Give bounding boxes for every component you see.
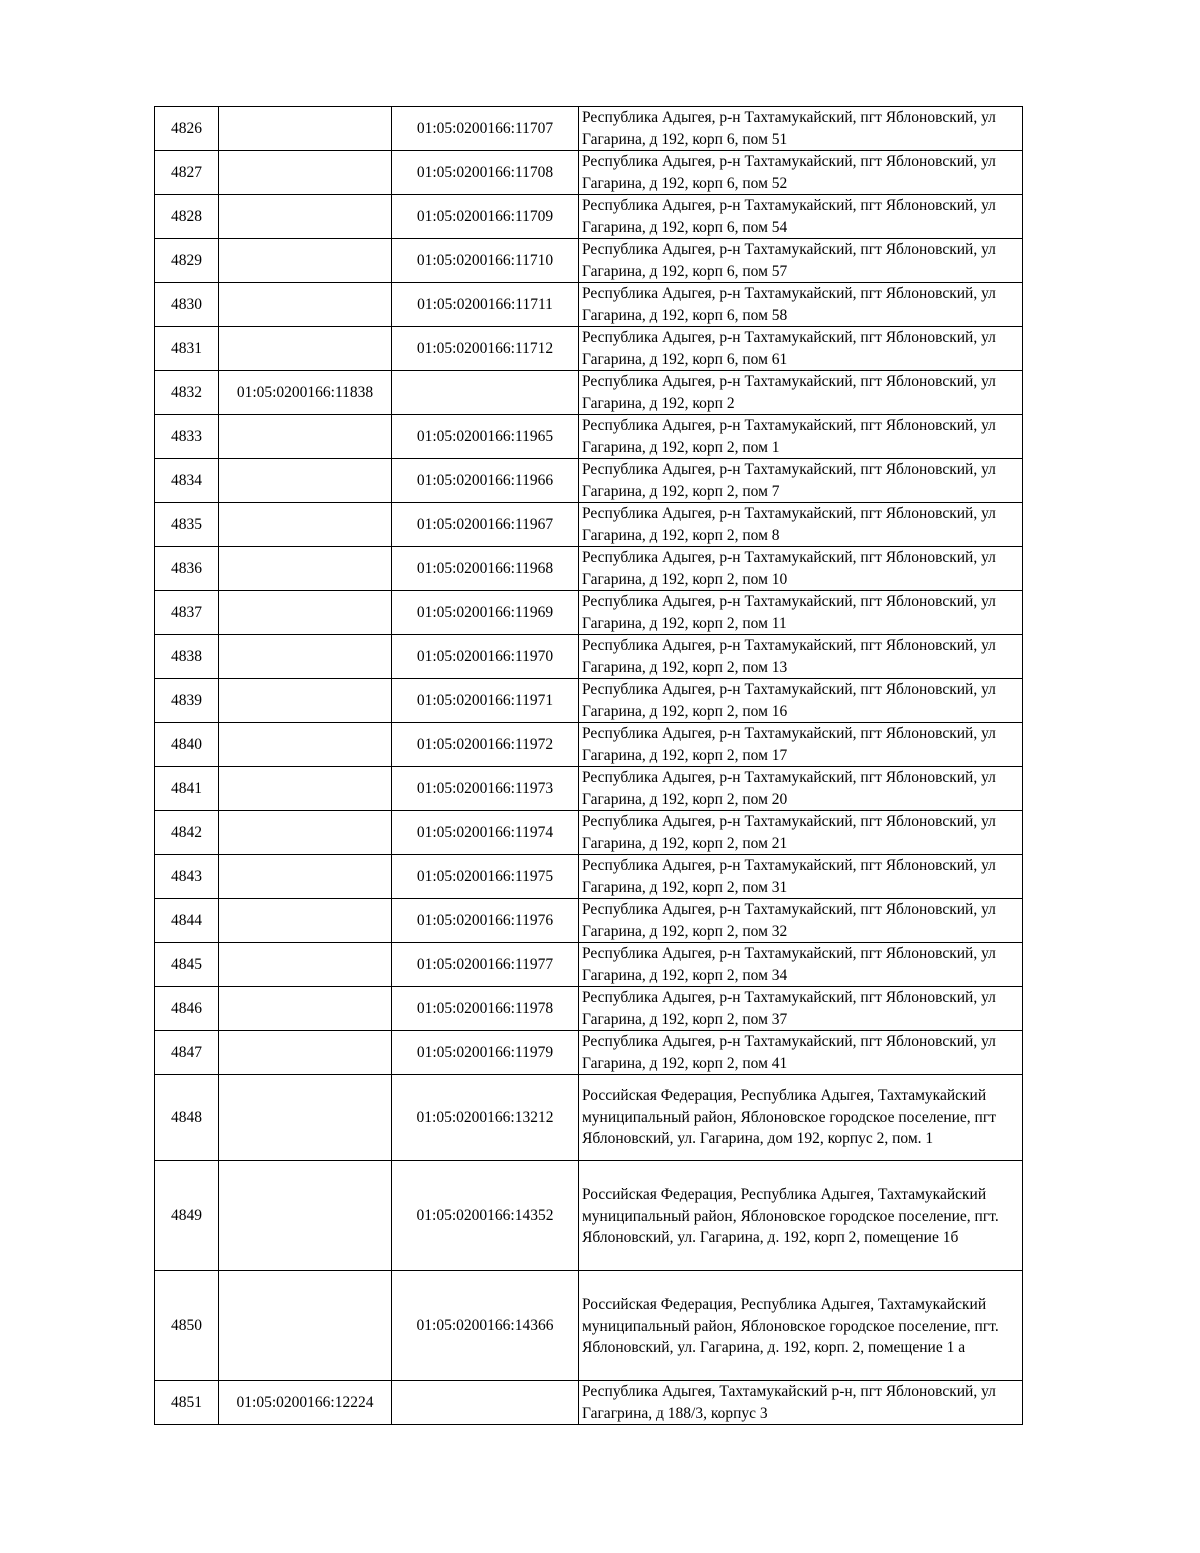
address: Республика Адыгея, р-н Тахтамукайский, пгт Яблоновский, ул Гагарина, д 192, корп 2, пом 16 bbox=[579, 679, 1023, 723]
address: Республика Адыгея, р-н Тахтамукайский, пгт Яблоновский, ул Гагарина, д 192, корп 2, пом 11 bbox=[579, 591, 1023, 635]
address: Республика Адыгея, р-н Тахтамукайский, пгт Яблоновский, ул Гагарина, д 192, корп 2, пом 13 bbox=[579, 635, 1023, 679]
address: Республика Адыгея, р-н Тахтамукайский, пгт Яблоновский, ул Гагарина, д 192, корп 2, пом 17 bbox=[579, 723, 1023, 767]
row-number: 4845 bbox=[155, 943, 219, 987]
table-row bbox=[155, 459, 1023, 503]
table-row bbox=[155, 371, 1023, 415]
row-number: 4835 bbox=[155, 503, 219, 547]
parent-cadastral-number: 01:05:0200166:11838 bbox=[219, 371, 392, 415]
parent-cadastral-number bbox=[219, 151, 392, 195]
table-row bbox=[155, 1381, 1023, 1425]
row-number: 4838 bbox=[155, 635, 219, 679]
cadastral-number: 01:05:0200166:11965 bbox=[392, 415, 579, 459]
parent-cadastral-number bbox=[219, 1271, 392, 1381]
row-number: 4842 bbox=[155, 811, 219, 855]
row-number: 4836 bbox=[155, 547, 219, 591]
parent-cadastral-number bbox=[219, 547, 392, 591]
row-number: 4837 bbox=[155, 591, 219, 635]
cadastral-number: 01:05:0200166:14366 bbox=[392, 1271, 579, 1381]
parent-cadastral-number bbox=[219, 459, 392, 503]
cadastral-number: 01:05:0200166:11969 bbox=[392, 591, 579, 635]
table-row bbox=[155, 811, 1023, 855]
table-row bbox=[155, 855, 1023, 899]
row-number: 4829 bbox=[155, 239, 219, 283]
table-row bbox=[155, 283, 1023, 327]
registry-table bbox=[154, 106, 1023, 1425]
cadastral-number: 01:05:0200166:11979 bbox=[392, 1031, 579, 1075]
address: Республика Адыгея, р-н Тахтамукайский, пгт Яблоновский, ул Гагарина, д 192, корп 6, пом 51 bbox=[579, 107, 1023, 151]
address: Республика Адыгея, р-н Тахтамукайский, пгт Яблоновский, ул Гагарина, д 192, корп 2 bbox=[579, 371, 1023, 415]
cadastral-number: 01:05:0200166:11973 bbox=[392, 767, 579, 811]
cadastral-number: 01:05:0200166:11971 bbox=[392, 679, 579, 723]
cadastral-number: 01:05:0200166:11974 bbox=[392, 811, 579, 855]
cadastral-number: 01:05:0200166:13212 bbox=[392, 1075, 579, 1161]
parent-cadastral-number bbox=[219, 811, 392, 855]
row-number: 4839 bbox=[155, 679, 219, 723]
address: Республика Адыгея, р-н Тахтамукайский, пгт Яблоновский, ул Гагарина, д 192, корп 6, пом 52 bbox=[579, 151, 1023, 195]
cadastral-number: 01:05:0200166:11976 bbox=[392, 899, 579, 943]
cadastral-number: 01:05:0200166:11708 bbox=[392, 151, 579, 195]
table-row bbox=[155, 1031, 1023, 1075]
address: Республика Адыгея, р-н Тахтамукайский, пгт Яблоновский, ул Гагарина, д 192, корп 2, пом 7 bbox=[579, 459, 1023, 503]
table-row bbox=[155, 415, 1023, 459]
row-number: 4827 bbox=[155, 151, 219, 195]
address: Республика Адыгея, р-н Тахтамукайский, пгт Яблоновский, ул Гагарина, д 192, корп 2, пом 37 bbox=[579, 987, 1023, 1031]
row-number: 4851 bbox=[155, 1381, 219, 1425]
table-row bbox=[155, 1271, 1023, 1381]
row-number: 4830 bbox=[155, 283, 219, 327]
table-row bbox=[155, 723, 1023, 767]
parent-cadastral-number bbox=[219, 855, 392, 899]
cadastral-number: 01:05:0200166:11709 bbox=[392, 195, 579, 239]
parent-cadastral-number bbox=[219, 943, 392, 987]
cadastral-number bbox=[392, 371, 579, 415]
address: Республика Адыгея, р-н Тахтамукайский, пгт Яблоновский, ул Гагарина, д 192, корп 6, пом 57 bbox=[579, 239, 1023, 283]
table-row bbox=[155, 1161, 1023, 1271]
parent-cadastral-number bbox=[219, 1161, 392, 1271]
parent-cadastral-number bbox=[219, 635, 392, 679]
address: Республика Адыгея, р-н Тахтамукайский, пгт Яблоновский, ул Гагарина, д 192, корп 2, пом 41 bbox=[579, 1031, 1023, 1075]
cadastral-number: 01:05:0200166:11967 bbox=[392, 503, 579, 547]
row-number: 4833 bbox=[155, 415, 219, 459]
cadastral-number: 01:05:0200166:11975 bbox=[392, 855, 579, 899]
parent-cadastral-number bbox=[219, 107, 392, 151]
parent-cadastral-number bbox=[219, 591, 392, 635]
table-row bbox=[155, 767, 1023, 811]
table-row bbox=[155, 547, 1023, 591]
row-number: 4828 bbox=[155, 195, 219, 239]
cadastral-number: 01:05:0200166:11707 bbox=[392, 107, 579, 151]
address: Республика Адыгея, р-н Тахтамукайский, пгт Яблоновский, ул Гагарина, д 192, корп 2, пом 34 bbox=[579, 943, 1023, 987]
cadastral-number: 01:05:0200166:11966 bbox=[392, 459, 579, 503]
table-row bbox=[155, 943, 1023, 987]
cadastral-number: 01:05:0200166:11977 bbox=[392, 943, 579, 987]
row-number: 4841 bbox=[155, 767, 219, 811]
cadastral-number bbox=[392, 1381, 579, 1425]
row-number: 4831 bbox=[155, 327, 219, 371]
parent-cadastral-number bbox=[219, 899, 392, 943]
cadastral-number: 01:05:0200166:11968 bbox=[392, 547, 579, 591]
table-row bbox=[155, 635, 1023, 679]
parent-cadastral-number bbox=[219, 327, 392, 371]
cadastral-number: 01:05:0200166:11978 bbox=[392, 987, 579, 1031]
cadastral-number: 01:05:0200166:11972 bbox=[392, 723, 579, 767]
address: Республика Адыгея, р-н Тахтамукайский, пгт Яблоновский, ул Гагарина, д 192, корп 6, пом 61 bbox=[579, 327, 1023, 371]
address: Республика Адыгея, Тахтамукайский р-н, пгт Яблоновский, ул Гагагрина, д 188/3, корпус 3 bbox=[579, 1381, 1023, 1425]
row-number: 4826 bbox=[155, 107, 219, 151]
parent-cadastral-number bbox=[219, 679, 392, 723]
table-row bbox=[155, 327, 1023, 371]
parent-cadastral-number bbox=[219, 723, 392, 767]
row-number: 4832 bbox=[155, 371, 219, 415]
row-number: 4849 bbox=[155, 1161, 219, 1271]
address: Республика Адыгея, р-н Тахтамукайский, пгт Яблоновский, ул Гагарина, д 192, корп 2, пом 8 bbox=[579, 503, 1023, 547]
address: Республика Адыгея, р-н Тахтамукайский, пгт Яблоновский, ул Гагарина, д 192, корп 6, пом 58 bbox=[579, 283, 1023, 327]
parent-cadastral-number bbox=[219, 195, 392, 239]
parent-cadastral-number bbox=[219, 767, 392, 811]
parent-cadastral-number bbox=[219, 1075, 392, 1161]
row-number: 4846 bbox=[155, 987, 219, 1031]
parent-cadastral-number bbox=[219, 415, 392, 459]
parent-cadastral-number bbox=[219, 1031, 392, 1075]
table-row bbox=[155, 239, 1023, 283]
row-number: 4834 bbox=[155, 459, 219, 503]
cadastral-number: 01:05:0200166:11970 bbox=[392, 635, 579, 679]
address: Республика Адыгея, р-н Тахтамукайский, пгт Яблоновский, ул Гагарина, д 192, корп 2, пом 20 bbox=[579, 767, 1023, 811]
address: Республика Адыгея, р-н Тахтамукайский, пгт Яблоновский, ул Гагарина, д 192, корп 2, пом 31 bbox=[579, 855, 1023, 899]
address: Республика Адыгея, р-н Тахтамукайский, пгт Яблоновский, ул Гагарина, д 192, корп 2, пом 1 bbox=[579, 415, 1023, 459]
table-row bbox=[155, 679, 1023, 723]
row-number: 4844 bbox=[155, 899, 219, 943]
table-row bbox=[155, 195, 1023, 239]
parent-cadastral-number bbox=[219, 239, 392, 283]
table-row bbox=[155, 1075, 1023, 1161]
cadastral-number: 01:05:0200166:14352 bbox=[392, 1161, 579, 1271]
address: Российская Федерация, Республика Адыгея, Тахтамукайский муниципальный район, Яблоновское городское поселение, пгт. Яблоновский, ул. Гагарина, д. 192, корп 2, помещение 1б bbox=[579, 1161, 1023, 1271]
address: Республика Адыгея, р-н Тахтамукайский, пгт Яблоновский, ул Гагарина, д 192, корп 2, пом 21 bbox=[579, 811, 1023, 855]
row-number: 4843 bbox=[155, 855, 219, 899]
cadastral-number: 01:05:0200166:11711 bbox=[392, 283, 579, 327]
address: Российская Федерация, Республика Адыгея, Тахтамукайский муниципальный район, Яблоновское городское поселение, пгт Яблоновский, ул. Гагарина, дом 192, корпус 2, пом. 1 bbox=[579, 1075, 1023, 1161]
row-number: 4848 bbox=[155, 1075, 219, 1161]
row-number: 4847 bbox=[155, 1031, 219, 1075]
address: Республика Адыгея, р-н Тахтамукайский, пгт Яблоновский, ул Гагарина, д 192, корп 2, пом 10 bbox=[579, 547, 1023, 591]
table-row bbox=[155, 151, 1023, 195]
row-number: 4850 bbox=[155, 1271, 219, 1381]
table-row bbox=[155, 987, 1023, 1031]
cadastral-number: 01:05:0200166:11710 bbox=[392, 239, 579, 283]
parent-cadastral-number bbox=[219, 503, 392, 547]
address: Республика Адыгея, р-н Тахтамукайский, пгт Яблоновский, ул Гагарина, д 192, корп 6, пом 54 bbox=[579, 195, 1023, 239]
parent-cadastral-number: 01:05:0200166:12224 bbox=[219, 1381, 392, 1425]
address: Российская Федерация, Республика Адыгея, Тахтамукайский муниципальный район, Яблоновское городское поселение, пгт. Яблоновский, ул. Гагарина, д. 192, корп. 2, помещение 1 а bbox=[579, 1271, 1023, 1381]
table-row bbox=[155, 107, 1023, 151]
parent-cadastral-number bbox=[219, 987, 392, 1031]
parent-cadastral-number bbox=[219, 283, 392, 327]
table-row bbox=[155, 503, 1023, 547]
table-row bbox=[155, 591, 1023, 635]
cadastral-number: 01:05:0200166:11712 bbox=[392, 327, 579, 371]
address: Республика Адыгея, р-н Тахтамукайский, пгт Яблоновский, ул Гагарина, д 192, корп 2, пом 32 bbox=[579, 899, 1023, 943]
row-number: 4840 bbox=[155, 723, 219, 767]
table-row bbox=[155, 899, 1023, 943]
